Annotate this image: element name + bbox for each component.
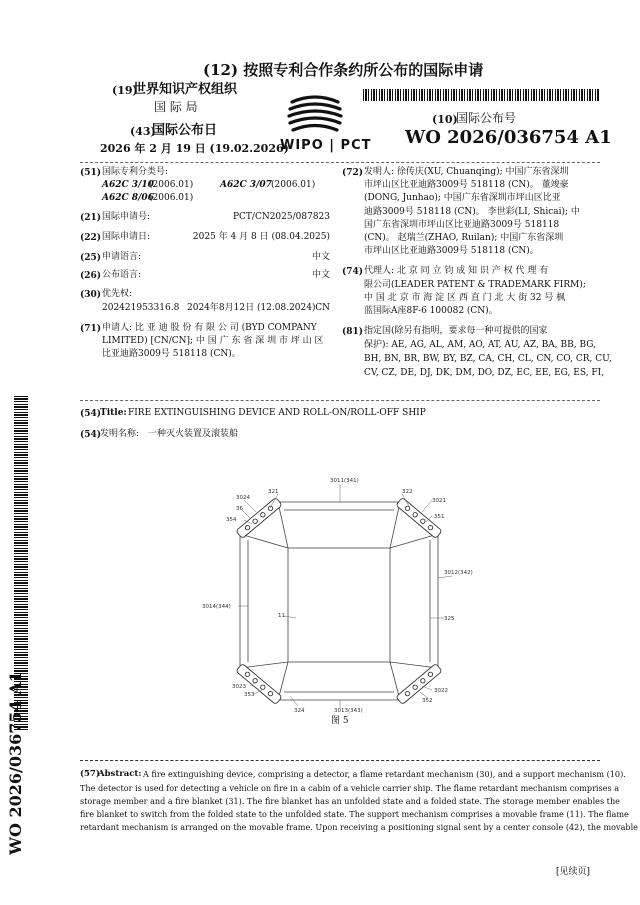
label-3023: 3023 [232,684,246,690]
field-30-code: (30) [80,290,102,300]
title-code: (54) [80,409,102,419]
agent-line: 蓝国际A座8F-6 100082 (CN)。 [364,306,498,316]
label-3024: 3024 [236,495,250,501]
field-72-code: (72) [342,168,364,178]
ipc-1: A62C 3/10 [102,180,154,190]
ipc-3: A62C 8/06 [102,193,154,203]
corner-housing-top-left [236,497,282,538]
divider-title [80,400,600,401]
field-74-code: (74) [342,267,364,277]
abstract-line: storage member and a fire blanket (31). The fire blanket has an unfolded state and a folded state. The storage member enables the [80,796,620,806]
inventor-line: 迪路3009号 518118 (CN)。 李世彩(LI, Shicai); 中 [364,207,580,217]
field-51-label: 国际专利分类号: [102,167,169,177]
label-352: 352 [422,698,433,704]
designated-states-line: CV, CZ, DE, DJ, DK, DM, DO, DZ, EC, EE, EG, ES, FI, [364,368,605,378]
barcode-top [363,89,599,101]
side-pubno: WO 2026/036754 A1 [6,671,25,855]
field-21-label: 国际申请号: [102,212,151,222]
title-zh-value: 一种灭火装置及滚装船 [148,429,239,439]
pubno-value: WO 2026/036754 A1 [405,127,612,148]
abstract-line: The detector is used for detecting a vehicle on fire in a cabin of a vehicle carrier ship. The flame retardant mechanism comprises a [80,783,620,793]
field-25-code: (25) [80,253,102,263]
label-324: 324 [294,708,305,714]
inventor-line: 市坪山区比亚迪路3009号 518118 (CN)。 董竣豪 [364,180,569,190]
field-21-value: PCT/CN2025/087823 [232,212,330,222]
priority-number: 202421953316.8 [102,303,180,313]
label-354: 354 [226,517,237,523]
label-351: 351 [434,514,445,520]
inner-frame [288,548,390,662]
agent-line: 代理人: 北 京 同 立 钧 成 知 识 产 权 代 理 有 [364,266,549,276]
continued-notice: [见续页] [556,867,591,877]
abstract-code: (57) [80,769,100,779]
wipo-globe-icon [280,90,350,140]
designated-states-line: 指定国(除另有指明，要求每一种可提供的国家 [364,326,548,336]
ipc-1-date: (2006.01) [149,180,194,190]
label-11: 11 [278,613,285,619]
org-code: (19) [112,84,138,97]
label-325: 325 [444,616,455,622]
document-title: (12) 按照专利合作条约所公布的国际申请 [203,61,484,79]
inventor-line: 市坪山区比亚迪路3009号 518118 (CN)。 [364,246,539,256]
abstract-line: retardant mechanism is arranged on the movable frame. Upon receiving a positioning signal sent by a center console (42), the movable [80,822,638,832]
label-3014: 3014(344) [202,604,231,610]
figure-caption: 图 5 [331,716,349,726]
designated-states-line: BH, BN, BR, BW, BY, BZ, CA, CH, CL, CN, CO, CR, CU, [364,354,612,364]
pubno-code: (10) [432,113,458,126]
label-321: 321 [268,489,279,495]
abstract-line: A fire extinguishing device, comprising a detector, a flame retardant mechanism (30), and a support mechanism (10). [143,769,626,779]
abstract-label: Abstract: [98,769,142,779]
pubdate-code: (43) [130,125,156,138]
priority-country: CN [315,303,330,313]
ipc-3-date: (2006.01) [149,193,194,203]
title-zh-code: (54) [80,430,102,440]
field-21-code: (21) [80,213,102,223]
applicant-line: 比亚迪路3009号 518118 (CN)。 [102,349,241,359]
field-30-label: 优先权: [102,289,133,299]
agent-line: 中 国 北 京 市 海 淀 区 西 直 门 北 大 街 32 号 枫 [364,293,566,303]
label-3011-top: 3011(341) [330,478,359,484]
wipo-logo-text: WIPO | PCT [280,138,372,153]
field-26-code: (26) [80,271,102,281]
field-26-value: 中文 [311,270,330,280]
applicant-line: LIMITED) [CN/CN]; 中 国 广 东 省 深 圳 市 坪 山 区 [102,336,324,346]
divider-header [80,162,600,163]
label-3022: 3022 [434,688,448,694]
title-en-value: FIRE EXTINGUISHING DEVICE AND ROLL-ON/ROLL-OFF SHIP [128,408,426,418]
divider-abstract [80,760,600,761]
field-25-value: 中文 [311,252,330,262]
field-71-code: (71) [80,324,102,334]
field-22-code: (22) [80,233,102,243]
title-en-label: Title: [100,408,127,418]
field-26-label: 公布语言: [102,270,142,280]
inventor-line: 国广东省深圳市坪山区比亚迪路3009号 518118 [364,220,560,230]
ipc-2-date: (2006.01) [271,180,316,190]
agent-line: 限公司(LEADER PATENT & TRADEMARK FIRM); [364,280,586,290]
outer-frame [240,502,438,700]
field-51-code: (51) [80,168,102,178]
label-3012: 3012(342) [444,570,473,576]
org-sub: 国 际 局 [154,100,198,114]
designated-states-line: 保护): AE, AG, AL, AM, AO, AT, AU, AZ, BA, BB, BG, [364,340,596,350]
pubno-label: 国际公布号 [456,111,517,125]
applicant-line: 申请人: 比 亚 迪 股 份 有 限 公 司 (BYD COMPANY [102,323,317,333]
priority-date: 2024年8月12日 (12.08.2024) [187,303,316,313]
label-3013: 3013(343) [334,708,363,714]
label-36: 36 [236,506,243,512]
inventor-line: 发明人: 徐传庆(XU, Chuanqing); 中国广东省深圳 [364,167,569,177]
inventor-line: (CN)。 赵瑞兰(ZHAO, Ruilan); 中国广东省深圳 [364,233,564,243]
patent-figure-5 [200,468,490,730]
field-22-value: 2025 年 4 月 8 日 (08.04.2025) [192,232,330,242]
label-353: 353 [244,692,255,698]
label-3021: 3021 [432,498,446,504]
corner-housing-bottom-right [396,663,442,704]
field-22-label: 国际申请日: [102,232,151,242]
title-zh-label: 发明名称: [100,429,140,439]
org-name: 世界知识产权组织 [133,82,238,97]
inventor-line: (DONG, Junhao); 中国广东省深圳市坪山区比亚 [364,193,561,203]
wipo-logo [280,90,372,154]
pubdate-label: 国际公布日 [152,123,218,138]
pubdate-value: 2026 年 2 月 19 日 (19.02.2026) [100,142,289,155]
ipc-2: A62C 3/07 [220,180,272,190]
field-25-label: 申请语言: [102,252,142,262]
abstract-line: fire blanket to switch from the folded state to the unfolded state. The support mechanism comprises a movable frame (11). The flame [80,809,629,819]
field-81-code: (81) [342,327,364,337]
label-322: 322 [402,489,413,495]
